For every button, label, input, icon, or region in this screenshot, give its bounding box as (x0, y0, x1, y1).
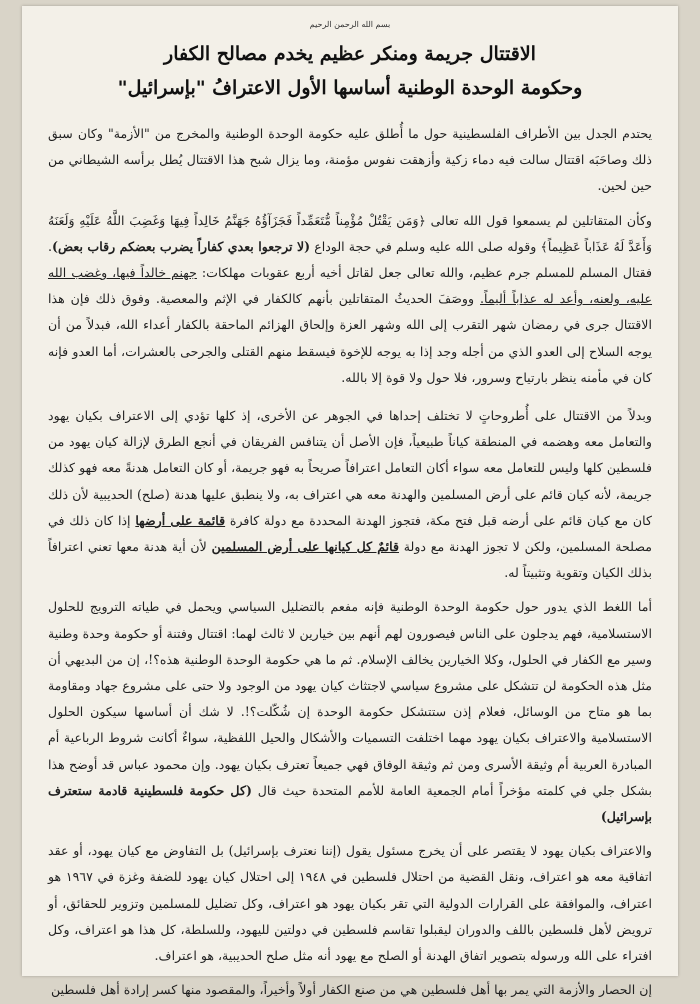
document-page (22, 6, 678, 998)
hadith-quote: (لا ترجعوا بعدي كفاراً يضرب بعضكم رقاب بعض) (52, 238, 311, 254)
paragraph-text: لأن أية هدنة معها تعني اعترافاً بذلك الكيان وتقوية وتثبيتاً له. (48, 539, 652, 581)
emphasis-on-its-land: قائمة على أرضها (135, 512, 226, 528)
paragraph-intro: يحتدم الجدل بين الأطراف الفلسطينية حول ما أُطلق عليه حكومة الوحدة الوطنية والمخرج من "الأزمة" وكان سبق ذلك وصاحَبَه اقتتال سالت فيه دماء زكية وأزهقت نفوس مؤمنة، وما يزال شبح هذا الاقتتال يُطل برأسه الشيطاني من حين لحين. (48, 126, 652, 194)
article-body (48, 121, 652, 1004)
basmala: بسم الله الرحمن الرحيم (309, 20, 391, 29)
paragraph-truce (48, 403, 652, 586)
penalties-text: جهنم خالداً فيها، وغضب الله عليه، ولعنه، وأعد له عذاباً أليماً. (48, 265, 653, 307)
emphasis-muslim-land: قائمٌ كل كيانها على أرض المسلمين (211, 539, 399, 555)
paragraph-siege: إن الحصار والأزمة التي يمر بها أهل فلسطين هي من صنع الكفار أولاً وأخيراً، والمقصود منها كسر إرادة أهل فلسطين (50, 982, 652, 998)
document-content (22, 6, 678, 1004)
headline-line-1: الاقتتال جريمة ومنكر عظيم يخدم مصالح الكفار (164, 43, 536, 65)
paragraph-unity-government (48, 594, 652, 830)
paragraph-text: ووصَفَ الحديثُ المتقاتلين بأنهم كالكفار في الإثم والمعصية. وفوق ذلك فإن هذا الاقتتال جرى في رمضان شهر التقرب إلى الله وشهر العزة وإلحاق الهزائم الماحقة بالكفار أعداء الله، فبدلاً من أن يوجه السلاح إلى العدو الذي من أجله وجد إذا به يوجه للإخوة فيسقط منهم القتلى والجرحى بالعشرات، أما العدو فإنه كان في مأمنه ينظر بارتياح وسرور، فلا حول ولا قوة إلا بالله. (48, 291, 652, 385)
paragraph-text: وبدلاً من الاقتتال على أُطروحاتٍ لا تختلف إحداها في الجوهر عن الأخرى، إذ كلها تؤدي إلى الاعتراف بكيان يهود والتعامل معه وهضمه في المنطقة كياناً طبيعياً، فإن الأصل أن يتنافس الفريقان في أنجع الطرق لإزالة كيان يهود من فلسطين كلها وليس للتعامل معه سواء أكان التعامل اعترافاً صريحاً به فهو جريمة، أو كان التعامل هدنةً معه فهو كذلك جريمة، لأنه كيان قائم على أرض المسلمين والهدنة معه هي اعتراف به، ولا ينطبق عليها هدنة (صلح) الحديبية لأن ذلك كان مع كيان قائم على أرضه قبل فتح مكة، فتجوز الهدنة المحددة مع دولة كافرة (48, 408, 652, 528)
headline-line-2: وحكومة الوحدة الوطنية أساسها الأول الاعترافُ "بإسرائيل" (117, 77, 583, 99)
quran-verse-text: وكأن المتقاتلين لم يسمعوا قول الله تعالى ﴿وَمَن يَقْتُلْ مُؤْمِناً مُّتَعَمِّداً فَجَزَآؤُهُ جَهَنَّمُ خَالِداً فِيهَا وَغَضِبَ اللَّهُ عَلَيْهِ وَلَعَنَهُ وَأَعَدَّ لَهُ عَذَاباً عَظِيماً﴾ وقوله صلى الله عليه وسلم في حجة الوداع (48, 212, 652, 254)
paragraph-text: أما اللغط الذي يدور حول حكومة الوحدة الوطنية فإنه مفعم بالتضليل السياسي ويحمل في طياته الترويج للحلول الاستسلامية، فهم يدجلون على الناس فيصورون لهم أنهم بين خيارين لا ثالث لهما: اقتتال وفتنة أو حكومة وحدة وطنية وسير مع الكفار في الحلول، وكلا الخيارين يخالف الإسلام. ثم ما هي حكومة الوحدة الوطنية هذه؟!، إن من البديهي أن مثل هذه الحكومة لن تتشكل على مشروع سياسي لاجتثاث كيان يهود من الوجود ولا حتى على مشروع جهاد ومقاومة بما هو متاح من الوسائل، فعلام إذن ستتشكل حكومة الوحدة إن شُكّلت؟!. لا شك أن أساسها سيكون الحلول الاستسلامية والاعتراف بكيان يهود مهما اختلفت التسميات والأشكال والحيل اللفظية، سواءٌ أكانت شروط الرباعية أم المبادرة العربية أم وثيقة الأسرى ومن ثم وثيقة الوفاق فهي جميعاً تعترف بكيان يهود. وإن محمود عباس قد أوضح هذا بشكل جلي في كلمته مؤخراً أمام الجمعية العامة للأمم المتحدة حيث قال (48, 599, 652, 798)
paragraph-quran-hadith (48, 208, 652, 391)
abbas-quote: (كل حكومة فلسطينية قادمة ستعترف بإسرائيل) (48, 782, 652, 825)
paragraph-recognition: والاعتراف بكيان يهود لا يقتصر على أن يخرج مسئول يقول (إننا نعترف بإسرائيل) بل التفاوض مع كيان يهود، أو عقد اتفاقية معه هو اعتراف، ونقل القضية من احتلال فلسطين في ١٩٤٨ إلى احتلال كيان يهود للضفة وغزة في ١٩٦٧ هو اعتراف، والموافقة على القرارات الدولية التي تقر بكيان يهود هو اعتراف، وكل تضليل للمسلمين وتزوير للحقائق، أو ترويض لأهل فلسطين باللف والدوران ليقبلوا تقاسم فلسطين في دولتين لليهود، وللسلطة، كل هذا هو اعتراف، وكل افتراء على الله ورسوله بتصوير اتفاق الهدنة أو الصلح مع يهود أنه مثل صلح الحديبية، هو اعتراف. (48, 843, 652, 964)
paragraph-text: إذا كان ذلك في مصلحة المسلمين، ولكن لا تجوز الهدنة مع دولة (48, 512, 652, 555)
paragraph-text: . فقتال المسلم للمسلم جرم عظيم، والله تعالى جعل لقاتل أخيه أربع عقوبات مهلكات: (48, 238, 653, 281)
